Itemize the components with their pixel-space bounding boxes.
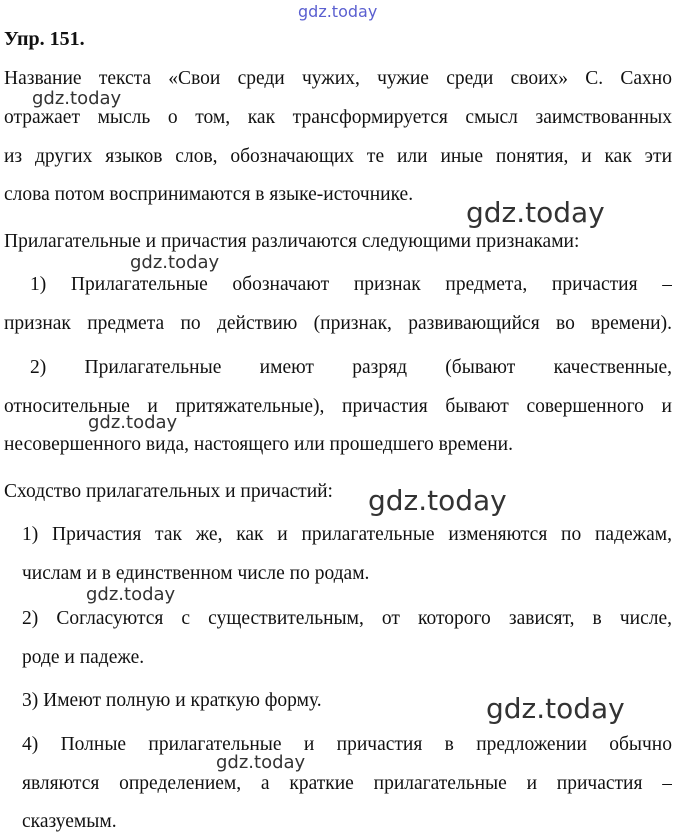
- paragraph-line: слова потом воспринимаются в языке-источнике.: [4, 184, 414, 205]
- list-item-line: признак предмета по действию (признак, развивающийся во времени).: [4, 313, 672, 334]
- list-item-line: роде и падеже.: [22, 647, 145, 668]
- watermark: gdz.today: [32, 88, 122, 109]
- list-item-line: сказуемым.: [22, 811, 117, 832]
- watermark: gdz.today: [298, 2, 378, 21]
- paragraph-line: Прилагательные и причастия различаются следующими признаками:: [4, 231, 580, 252]
- watermark: gdz.today: [130, 252, 220, 273]
- list-item-line: несовершенного вида, настоящего или прошедшего времени.: [4, 434, 513, 455]
- list-item-line: 3) Имеют полную и краткую форму.: [22, 690, 322, 711]
- paragraph-line: отражает мысль о том, как трансформируется смысл заимствованных: [4, 107, 672, 128]
- watermark: gdz.today: [216, 752, 306, 773]
- watermark: gdz.today: [486, 692, 625, 725]
- list-item-line: 2) Согласуются с существительным, от которого зависят, в числе,: [22, 608, 672, 629]
- watermark: gdz.today: [466, 196, 605, 229]
- list-item-line: 4) Полные прилагательные и причастия в предложении обычно: [22, 734, 672, 755]
- exercise-title: Упр. 151.: [4, 28, 85, 50]
- list-item-line: 1) Прилагательные обозначают признак предмета, причастия –: [30, 274, 672, 295]
- list-item-line: 2) Прилагательные имеют разряд (бывают качественные,: [30, 357, 672, 378]
- watermark: gdz.today: [368, 484, 507, 517]
- paragraph-line: Название текста «Свои среди чужих, чужие среди своих» С. Сахно: [4, 68, 672, 89]
- paragraph-line: из других языков слов, обозначающих те или иные понятия, и как эти: [4, 146, 672, 167]
- list-item-line: числам и в единственном числе по родам.: [22, 563, 370, 584]
- list-item-line: относительные и притяжательные), причастия бывают совершенного и: [4, 396, 672, 417]
- paragraph-line: Сходство прилагательных и причастий:: [4, 481, 333, 502]
- watermark: gdz.today: [86, 584, 176, 605]
- watermark: gdz.today: [88, 412, 178, 433]
- list-item-line: 1) Причастия так же, как и прилагательные изменяются по падежам,: [22, 524, 672, 545]
- list-item-line: являются определением, а краткие прилагательные и причастия –: [22, 773, 672, 794]
